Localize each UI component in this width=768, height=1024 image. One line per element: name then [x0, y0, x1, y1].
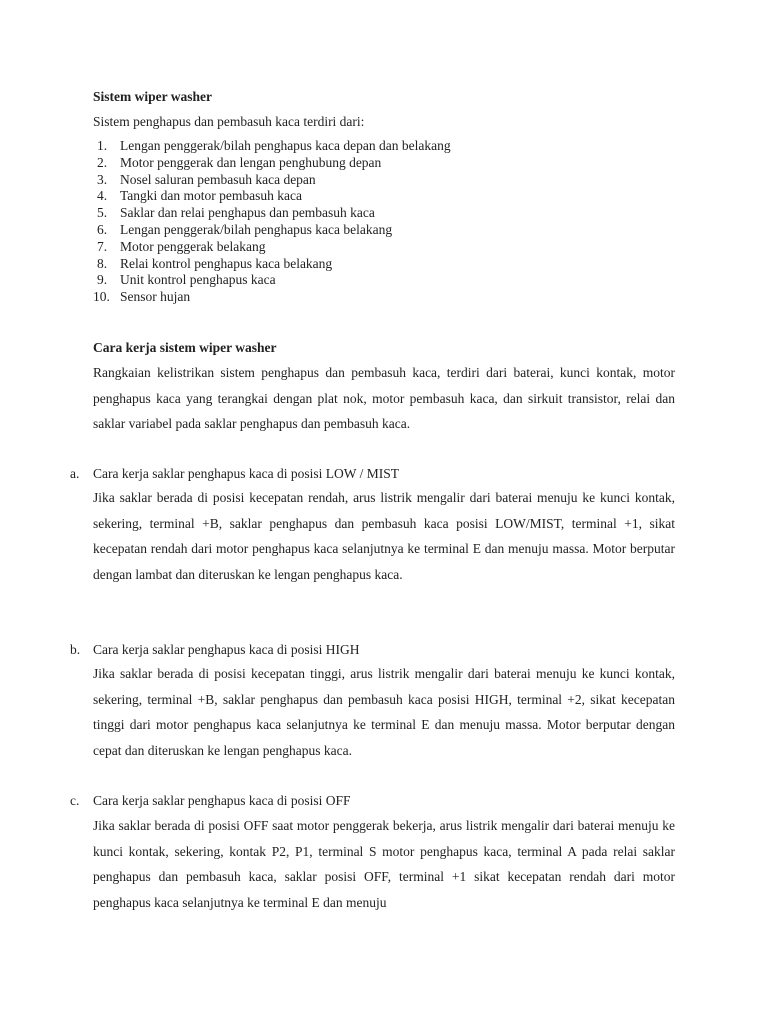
list-item: [93, 205, 675, 222]
list-item-text: Tangki dan motor pembasuh kaca: [120, 188, 302, 204]
overview-paragraph: Rangkaian kelistrikan sistem penghapus dan pembasuh kaca, terdiri dari baterai, kunci kontak, motor penghapus kaca yang terangkai dengan plat nok, motor pembasuh kaca, dan sirkuit transistor, relai dan saklar variabel pada saklar penghapus dan pembasuh kaca.: [93, 365, 675, 431]
list-item-text: Nosel saluran pembasuh kaca depan: [120, 171, 316, 187]
section-body: Jika saklar berada di posisi kecepatan tinggi, arus listrik mengalir dari baterai menuju ke kunci kontak, sekering, terminal +B, saklar penghapus dan pembasuh kaca posisi HIGH, terminal +2, sikat kecepatan tinggi dari motor penghapus kaca selanjutnya ke terminal E dan menuju massa. Motor berputar dengan cepat dan diteruskan ke lengan penghapus kaca.: [93, 666, 675, 758]
list-number: 6.: [97, 221, 108, 237]
list-item: [93, 222, 675, 239]
section-title: Cara kerja saklar penghapus kaca di posisi OFF: [93, 793, 351, 808]
section-title: Cara kerja saklar penghapus kaca di posisi HIGH: [93, 642, 360, 657]
section-title: Cara kerja saklar penghapus kaca di posisi LOW / MIST: [93, 466, 400, 481]
list-item-text: Saklar dan relai penghapus dan pembasuh kaca: [120, 205, 375, 221]
list-item-text: Unit kontrol penghapus kaca: [120, 272, 276, 288]
list-item-text: Motor penggerak dan lengan penghubung depan: [120, 154, 382, 170]
list-number: 9.: [97, 272, 108, 288]
section-letter: b.: [70, 642, 81, 657]
list-number: 5.: [97, 205, 108, 221]
list-item-text: Relai kontrol penghapus kaca belakang: [120, 255, 333, 271]
list-item: [93, 188, 675, 205]
list-number: 8.: [97, 255, 108, 271]
list-number: 4.: [97, 188, 108, 204]
list-item: [93, 172, 675, 189]
section-letter: a.: [70, 466, 80, 481]
section-letter: c.: [70, 793, 80, 808]
section-heading: Cara kerja sistem wiper washer: [93, 340, 277, 355]
intro-text: Sistem penghapus dan pembasuh kaca terdiri dari:: [93, 114, 365, 129]
components-list: [93, 138, 675, 306]
list-item: [93, 289, 675, 306]
list-item: [93, 138, 675, 155]
list-number: 1.: [97, 138, 108, 153]
list-number: 3.: [97, 171, 108, 187]
list-number: 7.: [97, 238, 108, 254]
section-body: Jika saklar berada di posisi OFF saat motor penggerak bekerja, arus listrik mengalir dari baterai menuju ke kunci kontak, sekering, kontak P2, P1, terminal S motor penghapus kaca, terminal A pada relai saklar penghapus dan pembasuh kaca, saklar posisi OFF, terminal +1 sikat kecepatan rendah dari motor penghapus kaca selanjutnya ke terminal E dan menuju: [93, 818, 675, 910]
section-body: Jika saklar berada di posisi kecepatan rendah, arus listrik mengalir dari baterai menuju ke kunci kontak, sekering, terminal +B, saklar penghapus dan pembasuh kaca posisi LOW/MIST, terminal +1, sikat kecepatan rendah dari motor penghapus kaca selanjutnya ke terminal E dan menuju massa. Motor berputar dengan lambat dan diteruskan ke lengan penghapus kaca.: [93, 490, 675, 582]
list-number: 10.: [93, 289, 110, 305]
list-item-text: Lengan penggerak/bilah penghapus kaca depan dan belakang: [120, 138, 451, 153]
list-item: [93, 239, 675, 256]
list-number: 2.: [97, 154, 108, 170]
list-item-text: Motor penggerak belakang: [120, 238, 266, 254]
list-item: [93, 256, 675, 273]
list-item: [93, 272, 675, 289]
document-title: Sistem wiper washer: [93, 89, 212, 104]
list-item-text: Sensor hujan: [120, 289, 191, 305]
list-item-text: Lengan penggerak/bilah penghapus kaca belakang: [120, 221, 393, 237]
list-item: [93, 155, 675, 172]
